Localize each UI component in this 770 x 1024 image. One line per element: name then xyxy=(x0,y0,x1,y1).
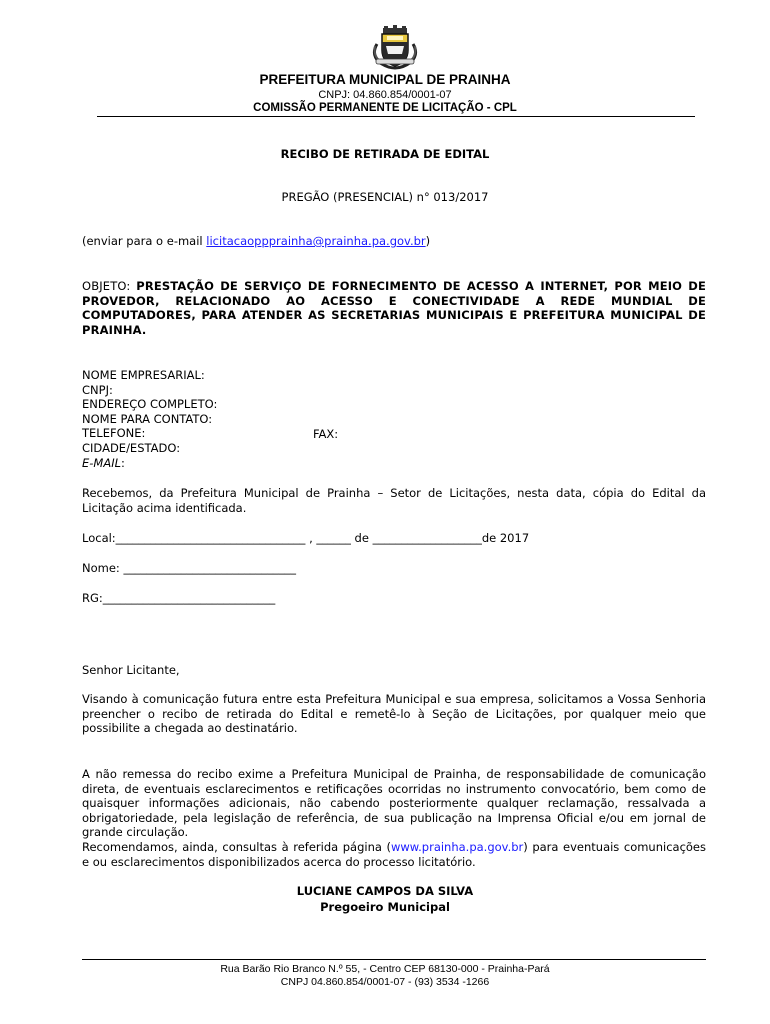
field-nome-empresarial: NOME EMPRESARIAL: xyxy=(82,368,205,382)
institution-title: PREFEITURA MUNICIPAL DE PRAINHA xyxy=(259,72,511,87)
local-date-line: Local:_________________________________ , ______ de ___________________de 2017 xyxy=(82,531,530,545)
field-fax: FAX: xyxy=(313,427,339,441)
nome-line: Nome: ______________________________ xyxy=(82,561,296,575)
signatory-role: Pregoeiro Municipal xyxy=(320,900,450,914)
field-email xyxy=(82,456,706,471)
institution-cnpj: CNPJ: 04.860.854/0001-07 xyxy=(318,89,452,101)
notice-paragraph-1: Visando à comunicação futura entre esta Prefeitura Municipal e sua empresa, solicitamos a Vossa Senhoria preencher o recibo de retirada do Edital e remetê-lo à Seção de Licitações, por qualquer meio que possibilite a chegada ao destinatário. xyxy=(82,692,706,736)
field-telefone: TELEFONE: xyxy=(82,426,146,441)
p3-prefix: Recomendamos, ainda, consultas à referida página ( xyxy=(82,840,391,854)
rg-line: RG:______________________________ xyxy=(82,591,276,605)
notice-paragraph-2: A não remessa do recibo exime a Prefeitura Municipal de Prainha, de responsabilidade de comunicação direta, de eventuais esclarecimentos e retificações ocorridas no instrumento convocatório, bem como de quaisquer informações adicionais, não cabendo posteriormente qualquer reclamação, ressalvada a obrigatoriedade, pela legislação de referência, de sua publicação na Imprensa Oficial e/ou em jornal de grande circulação. xyxy=(82,767,706,840)
email-link[interactable]: licitacaoppprainha@prainha.pa.gov.br xyxy=(206,234,426,248)
p3-suffix: ) para eventuais comunicações e ou esclarecimentos disponibilizados acerca do processo licitatório. xyxy=(82,840,706,869)
field-email-label: E-MAIL xyxy=(82,455,122,470)
header-divider xyxy=(97,116,695,117)
company-fields xyxy=(82,368,706,470)
email-suffix: ) xyxy=(425,234,431,248)
pregao-number: PREGÃO (PRESENCIAL) n° 013/2017 xyxy=(281,190,489,204)
commission-name: COMISSÃO PERMANENTE DE LICITAÇÃO - CPL xyxy=(253,102,517,114)
objeto-paragraph xyxy=(82,279,706,337)
salutation: Senhor Licitante, xyxy=(82,663,180,677)
receipt-statement: Recebemos, da Prefeitura Municipal de Prainha – Setor de Licitações, nesta data, cópia do Edital da Licitação acima identificada. xyxy=(82,486,706,515)
footer-contact: CNPJ 04.860.854/0001-07 - (93) 3534 -1266 xyxy=(280,976,490,988)
objeto-text: PRESTAÇÃO DE SERVIÇO DE FORNECIMENTO DE ACESSO A INTERNET, POR MEIO DE PROVEDOR, RELACIONADO AO ACESSO E CONECTIVIDADE A REDE MUNDIAL DE COMPUTADORES, PARA ATENDER AS SECRETARIAS MUNICIPAIS E PREFEITURA MUNICIPAL DE PRAINHA. xyxy=(82,279,706,337)
website-link[interactable]: www.prainha.pa.gov.br xyxy=(390,840,524,854)
notice-paragraph-3 xyxy=(82,840,706,869)
objeto-label: OBJETO: xyxy=(82,279,137,293)
signatory-name: LUCIANE CAMPOS DA SILVA xyxy=(296,884,474,898)
email-prefix: (enviar para o e-mail xyxy=(82,234,207,248)
footer-address: Rua Barão Rio Branco N.º 55, - Centro CEP 68130-000 - Prainha-Pará xyxy=(220,963,550,975)
field-endereco: ENDEREÇO COMPLETO: xyxy=(82,397,218,412)
field-cnpj: CNPJ: xyxy=(82,382,113,397)
field-cidade: CIDADE/ESTADO: xyxy=(82,440,181,455)
document-title: RECIBO DE RETIRADA DE EDITAL xyxy=(280,147,490,161)
email-instruction xyxy=(82,234,706,249)
field-email-colon: : xyxy=(121,455,125,470)
municipal-crest-logo xyxy=(367,24,423,70)
footer-divider xyxy=(82,959,706,960)
field-contato: NOME PARA CONTATO: xyxy=(82,411,213,426)
